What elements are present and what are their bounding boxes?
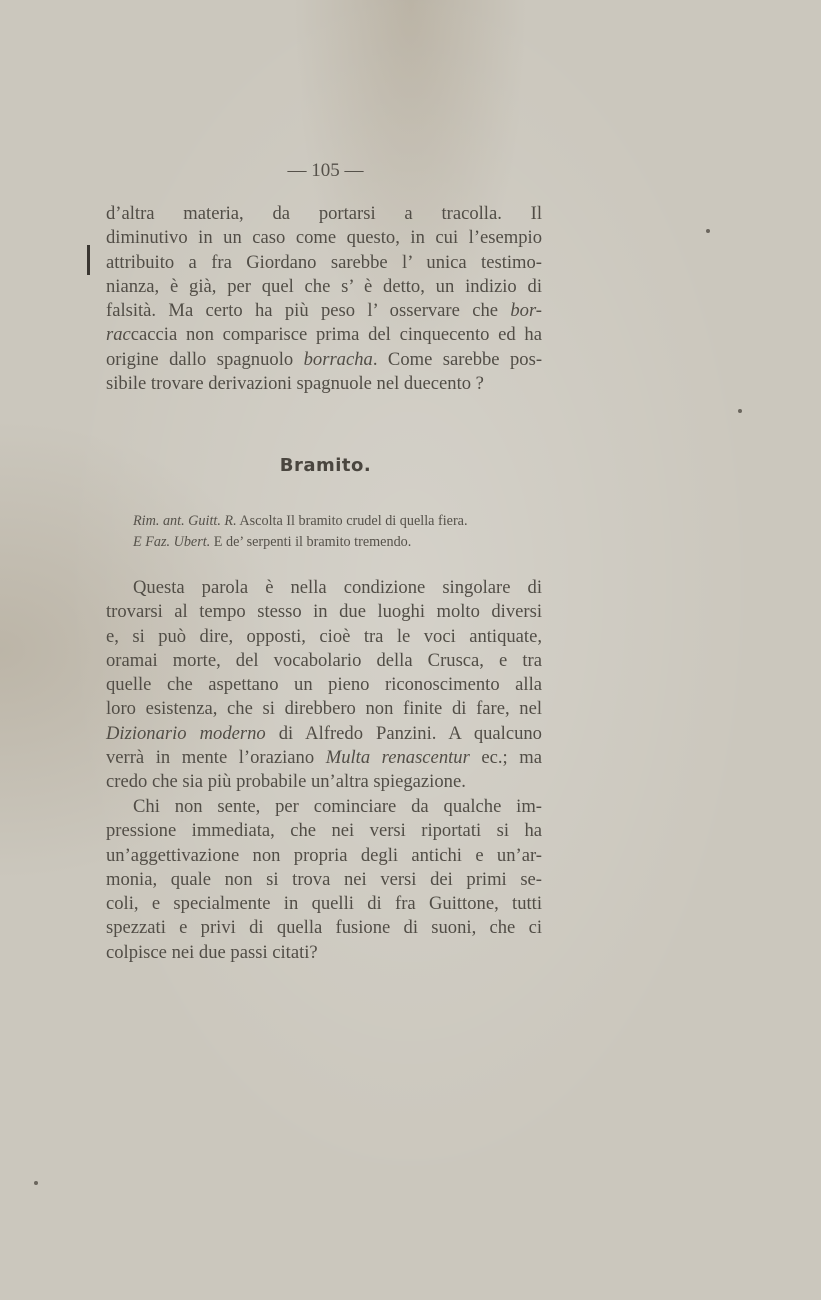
text-line: credo che sia più probabile un’altra spiegazione. (106, 771, 466, 793)
text-line: origine dallo spagnuolo borracha. Come sarebbe pos- (106, 348, 543, 370)
paper-speck (34, 1181, 38, 1185)
text-line: oramai morte, del vocabolario della Crusca, e tra (106, 649, 542, 671)
text-line: Chi non sente, per cominciare da qualche im- (133, 796, 542, 817)
paragraph-bramito (106, 576, 542, 795)
paragraph-borraccia (106, 202, 542, 396)
text-line: loro esistenza, che si direbbero non finite di fare, nel (106, 698, 542, 720)
text-line: verrà in mente l’oraziano Multa renascentur ec.; ma (106, 747, 542, 769)
text-line: pressione immediata, che nei versi riportati si ha (106, 820, 542, 842)
text-line: Questa parola è nella condizione singolare di (133, 577, 542, 598)
text-line: quelle che aspettano un pieno riconoscimento alla (106, 674, 542, 696)
text-line: un’aggettivazione non propria degli antichi e un’ar- (106, 844, 542, 866)
text-line: d’altra materia, da portarsi a tracolla. Il (106, 203, 542, 224)
text-line: monia, quale non si trova nei versi dei primi se- (106, 868, 542, 890)
text-line: diminutivo in un caso come questo, in cui l’esempio (106, 227, 542, 249)
section-title: Bramito. (279, 455, 372, 476)
text-line: attribuito a fra Giordano sarebbe l’ unica testimo- (106, 251, 542, 273)
text-line: Dizionario moderno di Alfredo Panzini. A qualcuno (106, 722, 542, 744)
text-line: spezzati e privi di quella fusione di suoni, che ci (106, 917, 542, 939)
text-line: e, si può dire, opposti, cioè tra le voci antiquate, (106, 625, 542, 647)
text-line: colpisce nei due passi citati? (106, 941, 318, 963)
citation-text: Ascolta Il bramito crudel di quella fiera. (236, 513, 468, 529)
margin-pencil-mark (87, 245, 90, 275)
text-line: sibile trovare derivazioni spagnuole nel duecento ? (106, 373, 484, 395)
text-line: falsità. Ma certo ha più peso l’ osservare che bor- (106, 300, 542, 322)
citation-source: Rim. ant. Guitt. R. (133, 513, 237, 529)
citation-text: E de’ serpenti il bramito tremendo. (210, 534, 412, 550)
citation-source: E Faz. Ubert. (133, 534, 211, 550)
citation (133, 511, 545, 532)
text-line: trovarsi al tempo stesso in due luoghi molto diversi (106, 601, 542, 623)
text-line: nianza, è già, per quel che s’ è detto, un indizio di (106, 275, 542, 297)
paper-speck (706, 229, 710, 233)
paragraph-question (106, 795, 542, 965)
text-line: coli, e specialmente in quelli di fra Guittone, tutti (106, 893, 542, 915)
citations-block (133, 511, 545, 553)
citation (133, 532, 545, 553)
page-number: — 105 — (287, 160, 364, 181)
paper-speck (738, 409, 742, 413)
text-line: raccaccia non comparisce prima del cinquecento ed ha (106, 324, 542, 346)
